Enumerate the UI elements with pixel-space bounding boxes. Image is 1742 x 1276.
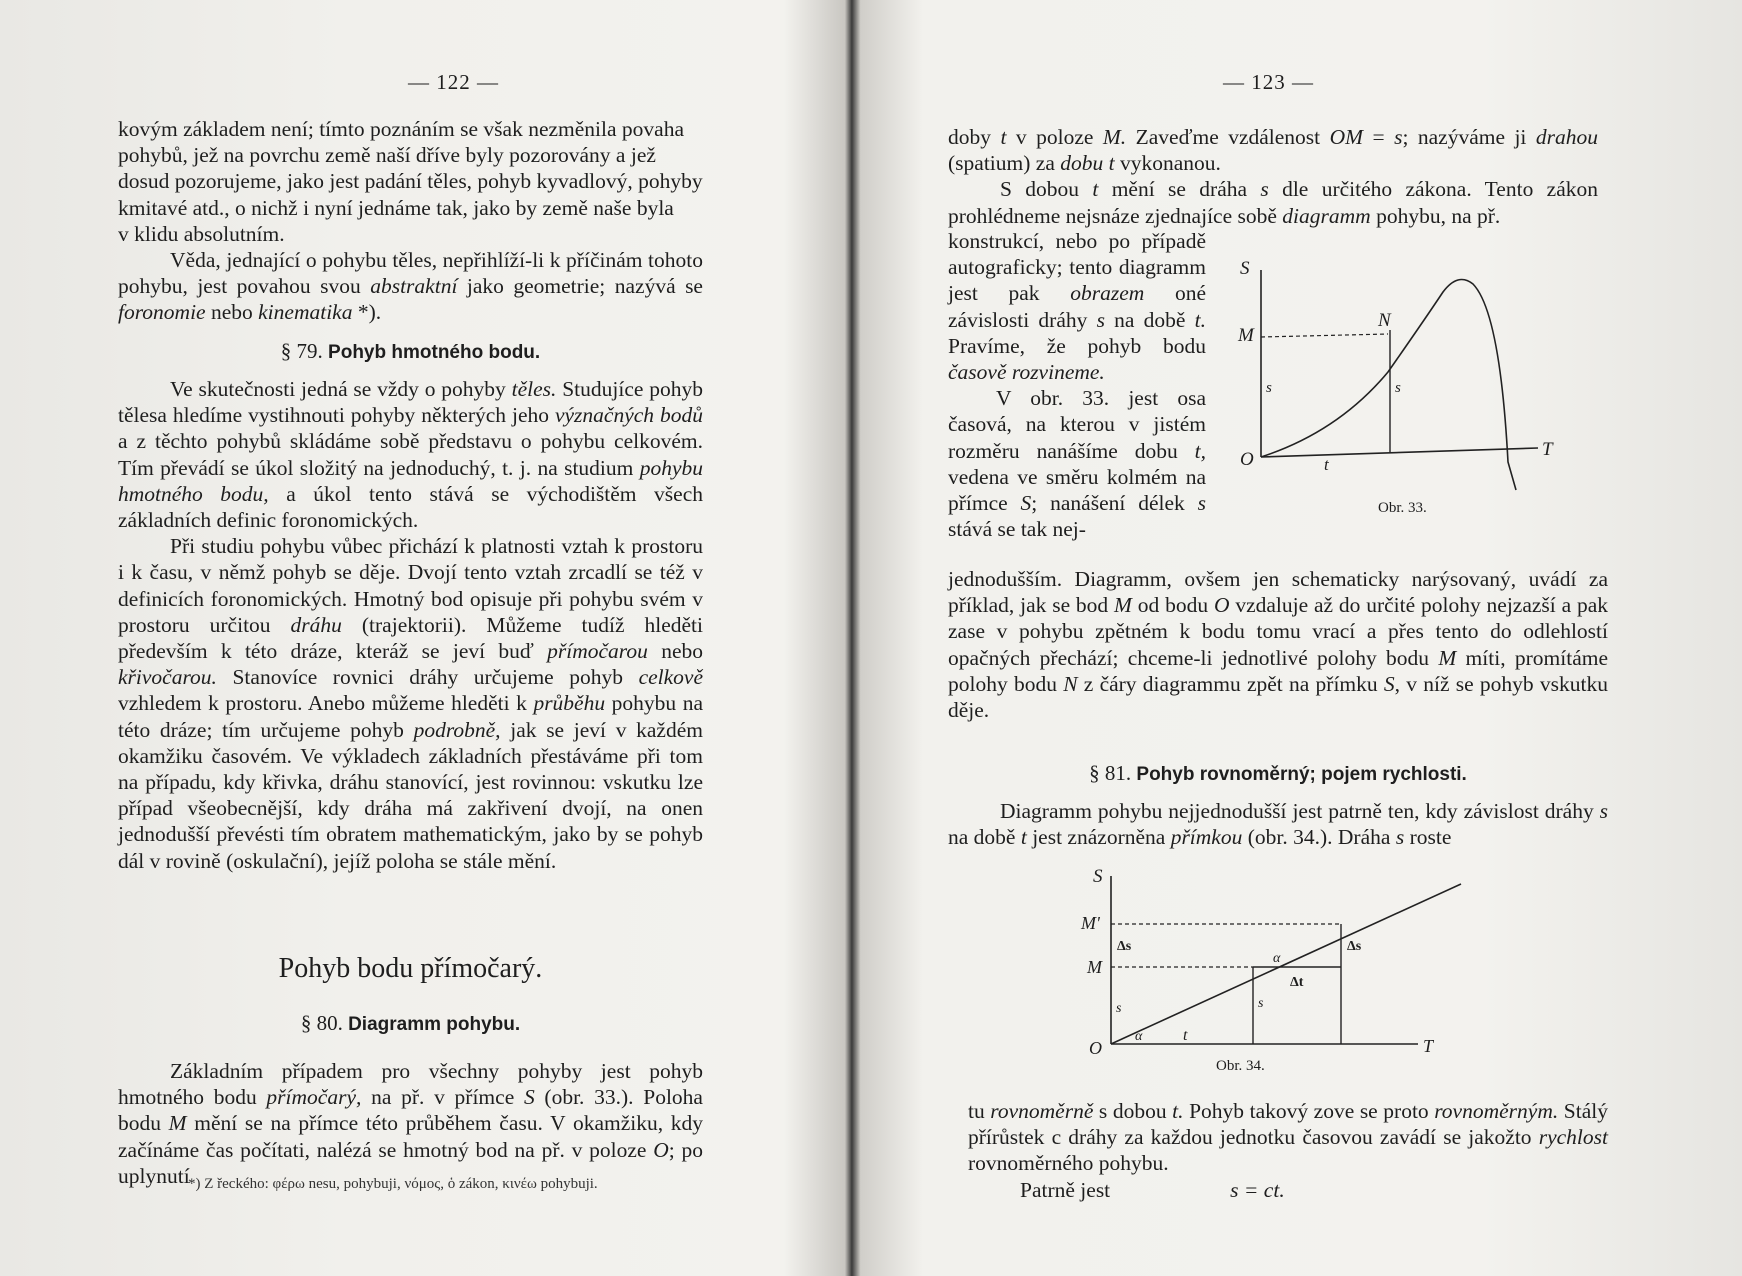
- section-79-heading: § 79. Pohyb hmotného bodu.: [280, 339, 541, 363]
- label-T: T: [1423, 1036, 1434, 1056]
- right-paragraph-5: tu rovnoměrně s dobou t. Pohyb takový zove se proto rovnoměrným. Stálý přírůstek c dráhy za každou jednotku časovou zavádí se jakožto rychlost rovnoměrného pohybu.: [968, 1099, 1608, 1176]
- right-last-line: Patrně jest s = ct.: [1020, 1177, 1285, 1202]
- right-paragraph-3-rest: jednodušším. Diagramm, ovšem jen schematicky narýsovaný, uvádí za příklad, jak se bod M od bodu O vzdaluje až do určité polohy nejzazší a pak zase v pohybu zpětném k bodu tomu vrací a přes tento do odlehlostí opačných přechází; chceme-li jednotlivé polohy bodu M míti, promítáme polohy bodu N z čáry diagrammu zpět na přímku S, v níž se pohyb vskutku děje.: [948, 567, 1609, 723]
- label-M: M: [1087, 957, 1102, 977]
- right-top-block: [948, 124, 1598, 229]
- right-paragraph-2-cont: konstrukcí, nebo po případě autograficky; tento diagramm jest pak obrazem oné závislosti dráhy s na době t. Pravíme, že pohyb bodu časově rozvineme.: [948, 229, 1207, 385]
- right-paragraph-3: V obr. 33. jest osa časová, na kterou v jistém rozměru nanášíme dobu t, vedena ve směru kolmém na přímce S; nanášení délek s stává se tak nej-: [948, 386, 1206, 542]
- left-paragraph-3: Ve skutečnosti jedná se vždy o pohyby těles. Studujíce pohyb tělesa hledíme vystihnouti pohyby některých jeho význačných bodů a z těchto pohybů skládáme sobě představu o pohybu celkovém. Tím převádí se úkol složitý na jednoduchý, t. j. na studium pohybu hmotného bodu, a úkol tento stává se východištěm všech základních definic foronomických.: [118, 377, 703, 533]
- page-123: [948, 0, 1618, 1276]
- figure-33-diagram: [1238, 252, 1568, 522]
- figure-33-caption: Obr. 33.: [1378, 500, 1427, 516]
- label-t: t: [1183, 1027, 1188, 1044]
- label-M: M: [1238, 325, 1254, 346]
- t-axis: [1261, 448, 1538, 457]
- figure-33: [1238, 252, 1568, 522]
- left-paragraph-1: [118, 116, 703, 326]
- section-79: [118, 338, 703, 366]
- chapter-title: Pohyb bodu přímočarý.: [278, 953, 543, 984]
- right-narrow-column: [948, 228, 1206, 542]
- left-paragraph-5-block: [118, 1058, 703, 1189]
- label-M-prime: M': [1081, 913, 1100, 933]
- left-paragraph-5: Základním případem pro všechny pohyby jest pohyb hmotného bodu přímočarý, na př. v přímce S (obr. 33.). Poloha bodu M mění se na přímce této průběhem času. V okamžiku, kdy začínáme čas počítati, nalézá se hmotný bod na př. v poloze O; po uplynutí: [118, 1059, 704, 1188]
- line: pohybů, jež na povrchu země naší dříve byly pozorovány a jež: [118, 143, 656, 168]
- label-alpha-top: α: [1273, 951, 1281, 966]
- uniform-motion-line: [1111, 884, 1461, 1044]
- line: kovým základem není; tímto poznáním se však nezměnila povaha: [118, 117, 685, 141]
- right-paragraph-4: Diagramm pohybu nejjednodušší jest patrně ten, kdy závislost dráhy s na době t jest znázorněna přímkou (obr. 34.). Dráha s roste: [948, 799, 1608, 850]
- footnote: *) Z řeckého: φέρω nesu, pohybuji, νόμος, ὁ zákon, κινέω pohybuji.: [188, 1176, 598, 1192]
- label-s-axis: s: [1116, 1001, 1122, 1016]
- right-paragraph-1: doby t v poloze M. Zaveďme vzdálenost OM = s; nazýváme ji drahou (spatium) za dobu t vykonanou.: [948, 125, 1598, 176]
- left-paragraph-2: Věda, jednající o pohybu těles, nepřihlíží-li k příčinám tohoto pohybu, jest povahou svou abstraktní jako geometrie; nazývá se foronomie nebo kinematika *).: [118, 248, 703, 325]
- label-O: O: [1089, 1038, 1102, 1058]
- label-alpha-bottom: α: [1135, 1029, 1143, 1044]
- section-80: [118, 1010, 703, 1038]
- page-122: [118, 0, 798, 1276]
- projection-dashed-line: [1261, 334, 1388, 337]
- figure-34-diagram: [1081, 862, 1493, 1062]
- figure-34: [1081, 862, 1493, 1080]
- label-delta-t: Δt: [1290, 975, 1304, 990]
- label-t: t: [1324, 455, 1329, 474]
- figure-34-caption: Obr. 34.: [1216, 1058, 1265, 1074]
- label-S: S: [1240, 258, 1250, 279]
- label-delta-s-left: Δs: [1117, 939, 1132, 954]
- line: dosud pozorujeme, jako jest padání těles, pohyb kyvadlový, pohyby: [118, 169, 703, 194]
- left-paragraph-4: Při studiu pohybu vůbec přichází k platnosti vztah k prostoru i k času, v němž pohyb se děje. Dvojí tento vztah zrcadlí se též v definicích foronomických. Hmotný bod opisuje při pohybu svém v prostoru určitou dráhu (trajektorii). Můžeme tudíž hleděti především k této dráze, kteráž se jeví buď přímočarou nebo křivočarou. Stanovíce rovnici dráhy určujeme pohyb celkově vzhledem k prostoru. Anebo můžeme hleděti k průběhu pohybu na této dráze; tím určujeme pohyb podrobně, jak se jeví v každém okamžiku časovém. Ve výkladech základních přestáváme při tom na případu, kdy křivka, dráhu stanovící, jest rovinnou: vskutku lze případ všeobecnější, kdy dráha má zakřivení dvojí, na onen jednodušší převésti tím obratem mathematickým, jako by se pohyb dál v rovině (oskulační), jejíž poloha se stále mění.: [118, 534, 704, 873]
- label-T: T: [1542, 439, 1553, 460]
- right-paragraph-4-block: [948, 798, 1608, 850]
- page-number-left: — 122 —: [408, 70, 499, 94]
- label-O: O: [1240, 449, 1254, 470]
- right-paragraph-3-rest-block: [948, 566, 1608, 723]
- label-S: S: [1093, 866, 1103, 887]
- label-s-axis: s: [1266, 380, 1272, 396]
- line: kmitavé atd., o nichž i nyní jednáme tak, jako by země naše byla: [118, 195, 674, 220]
- page-number-right: — 123 —: [1223, 70, 1314, 94]
- right-paragraph-2: S dobou t mění se dráha s dle určitého zákona. Tento zákon prohlédneme nejsnáze zjednajíce sobě diagramm pohybu, na př.: [948, 177, 1598, 228]
- section-81-heading: § 81. Pohyb rovnoměrný; pojem rychlosti.: [1089, 761, 1467, 785]
- label-s-ordinate: s: [1395, 380, 1401, 396]
- right-paragraph-5-block: [968, 1098, 1608, 1203]
- chapter-block: [118, 953, 703, 984]
- section-80-heading: § 80. Diagramm pohybu.: [300, 1011, 521, 1035]
- label-delta-s-right: Δs: [1347, 939, 1362, 954]
- line: v klidu absolutním.: [118, 221, 285, 246]
- label-s-ordinate: s: [1258, 996, 1264, 1011]
- label-N: N: [1378, 310, 1391, 331]
- section-81: [948, 760, 1608, 788]
- left-body-block: [118, 376, 703, 874]
